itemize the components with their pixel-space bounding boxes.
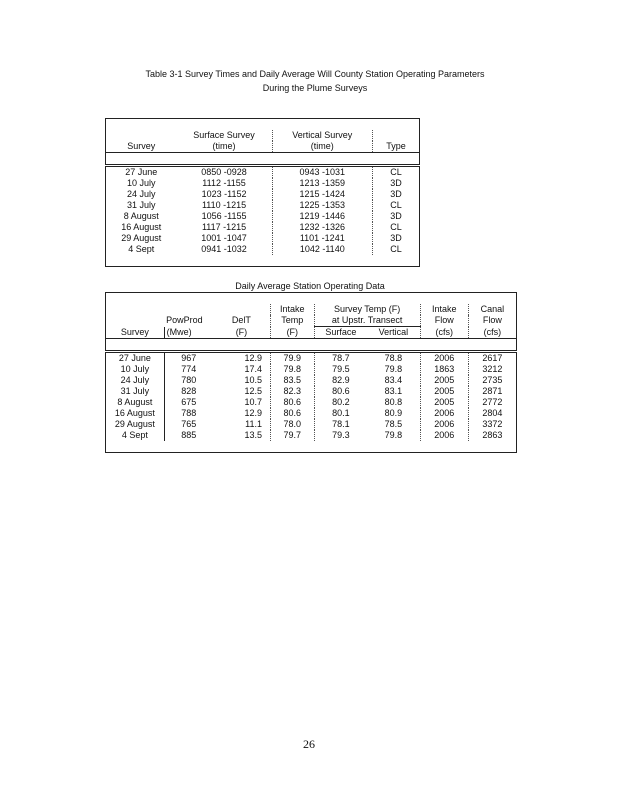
cell-delt: 10.7	[213, 397, 271, 408]
cell-type: CL	[390, 244, 402, 254]
cell-intake-temp: 80.6	[271, 397, 315, 408]
cell-vertical-time: 1232 -1326	[272, 222, 372, 233]
cell-powprod: 828	[181, 386, 197, 396]
cell-survey: 27 June	[106, 352, 165, 365]
table-row	[106, 233, 420, 244]
cell-survey: 24 July	[126, 189, 156, 199]
header-surface: Surface	[314, 327, 367, 339]
cell-vertical-temp: 83.1	[384, 386, 403, 396]
cell-surface-temp: 80.1	[332, 408, 350, 418]
cell-survey: 29 August	[106, 419, 165, 430]
cell-intake-flow: 2005	[420, 375, 468, 386]
cell-canal-flow: 2735	[482, 375, 503, 385]
cell-intake-flow: 2005	[420, 397, 468, 408]
cell-surface-temp: 79.5	[332, 364, 350, 374]
table-row	[106, 189, 420, 200]
cell-canal-flow: 2863	[482, 430, 503, 440]
cell-intake-temp: 79.9	[271, 352, 315, 365]
cell-surface-time: 1001 -1047	[177, 233, 273, 244]
cell-canal-flow: 2772	[482, 397, 503, 407]
cell-delt: 17.4	[213, 364, 271, 375]
header-canal-unit: (cfs)	[468, 327, 516, 339]
cell-survey: 16 August	[106, 408, 165, 419]
survey-times-body	[106, 166, 420, 256]
cell-canal-flow: 3212	[482, 364, 503, 374]
cell-vertical-temp: 83.4	[384, 375, 403, 385]
cell-powprod: 967	[181, 353, 197, 363]
table-row	[106, 200, 420, 211]
cell-vertical-temp: 80.9	[384, 408, 403, 418]
cell-vertical-temp: 79.8	[384, 364, 403, 374]
cell-intake-temp: 80.6	[271, 408, 315, 419]
header-intake-2: Temp	[271, 315, 315, 327]
header-survey: Survey	[106, 327, 165, 339]
cell-type: 3D	[390, 211, 402, 221]
cell-vertical-time: 1213 -1359	[272, 178, 372, 189]
cell-intake-flow: 2006	[420, 352, 468, 365]
cell-surface-time: 0850 -0928	[177, 166, 273, 179]
header-powprod-unit: (Mwe)	[164, 327, 213, 339]
header-surface-survey: Surface Survey	[177, 130, 273, 141]
cell-survey: 4 Sept	[128, 244, 155, 254]
header-survey: Survey	[106, 141, 177, 153]
cell-powprod: 774	[181, 364, 197, 374]
header-delt-unit: (F)	[213, 327, 271, 339]
cell-intake-temp: 79.7	[271, 430, 315, 441]
cell-survey: 27 June	[125, 167, 158, 177]
cell-survey: 8 August	[123, 211, 159, 221]
header-survey-temp-1: Survey Temp (F)	[333, 304, 401, 314]
cell-vertical-time: 1225 -1353	[272, 200, 372, 211]
cell-survey: 31 July	[126, 200, 156, 210]
cell-surface-temp: 78.7	[332, 353, 350, 363]
table-row	[106, 222, 420, 233]
cell-vertical-time: 1215 -1424	[272, 189, 372, 200]
cell-vertical-time: 0943 -1031	[272, 166, 372, 179]
header-flow-2: Flow	[420, 315, 468, 327]
table-row	[106, 211, 420, 222]
cell-canal-flow: 2617	[482, 353, 503, 363]
cell-canal-flow: 2871	[482, 386, 503, 396]
header-intake-unit: (F)	[271, 327, 315, 339]
cell-canal-flow: 2804	[482, 408, 503, 418]
table-row	[106, 386, 517, 397]
cell-surface-temp: 80.2	[332, 397, 350, 407]
cell-delt: 12.9	[213, 352, 271, 365]
cell-surface-temp: 80.6	[332, 386, 350, 396]
table-row	[106, 166, 420, 179]
cell-type: 3D	[390, 178, 402, 188]
cell-intake-flow: 2006	[420, 419, 468, 430]
cell-intake-temp: 78.0	[271, 419, 315, 430]
cell-intake-temp: 83.5	[271, 375, 315, 386]
cell-delt: 12.9	[213, 408, 271, 419]
header-vertical: Vertical	[367, 327, 420, 339]
cell-surface-time: 1023 -1152	[177, 189, 273, 200]
cell-survey: 24 July	[106, 375, 165, 386]
cell-delt: 13.5	[213, 430, 271, 441]
table-row	[106, 364, 517, 375]
cell-surface-temp: 82.9	[332, 375, 350, 385]
cell-surface-time: 0941 -1032	[177, 244, 273, 255]
page-number: 26	[303, 737, 315, 751]
cell-canal-flow: 3372	[482, 419, 503, 429]
table-row	[106, 244, 420, 255]
table2-caption: Daily Average Station Operating Data	[235, 281, 385, 291]
cell-surface-temp: 79.3	[332, 430, 350, 440]
cell-powprod: 780	[181, 375, 197, 385]
cell-surface-time: 1056 -1155	[177, 211, 273, 222]
cell-powprod: 788	[181, 408, 197, 418]
table-row	[106, 408, 517, 419]
header-vertical-survey: Vertical Survey	[272, 130, 372, 141]
table-row	[106, 397, 517, 408]
cell-survey: 29 August	[121, 233, 162, 243]
table-row	[106, 375, 517, 386]
header-survey-temp-2: at Upstr. Transect	[314, 315, 420, 327]
header-intake-1: Intake	[271, 304, 315, 315]
survey-times-table	[105, 118, 420, 267]
cell-survey: 31 July	[106, 386, 165, 397]
cell-type: 3D	[390, 189, 402, 199]
cell-surface-time: 1112 -1155	[177, 178, 273, 189]
cell-vertical-temp: 78.8	[384, 353, 403, 363]
cell-vertical-time: 1219 -1446	[272, 211, 372, 222]
header-delt: DelT	[213, 315, 271, 327]
header-canal-1: Canal	[480, 304, 505, 314]
cell-powprod: 885	[181, 430, 197, 440]
header-flow-unit: (cfs)	[420, 327, 468, 339]
table-caption-line1: Table 3-1 Survey Times and Daily Average Will County Station Operating Parameters	[145, 69, 485, 79]
cell-vertical-time: 1101 -1241	[272, 233, 372, 244]
cell-survey: 8 August	[106, 397, 165, 408]
cell-intake-flow: 2005	[420, 386, 468, 397]
cell-surface-time: 1110 -1215	[177, 200, 273, 211]
header-surface-time: (time)	[177, 141, 273, 153]
cell-survey: 10 July	[106, 364, 165, 375]
cell-delt: 11.1	[213, 419, 271, 430]
cell-vertical-temp: 78.5	[384, 419, 403, 429]
cell-surface-temp: 78.1	[332, 419, 350, 429]
cell-delt: 12.5	[213, 386, 271, 397]
cell-surface-time: 1117 -1215	[177, 222, 273, 233]
cell-survey: 10 July	[126, 178, 156, 188]
header-vertical-time: (time)	[272, 141, 372, 153]
header-flow-1: Intake	[420, 304, 468, 315]
cell-powprod: 765	[181, 419, 197, 429]
table-row	[106, 419, 517, 430]
cell-type: CL	[390, 167, 402, 177]
header-canal-2: Flow	[482, 315, 502, 326]
cell-vertical-temp: 80.8	[384, 397, 403, 407]
cell-type: 3D	[390, 233, 402, 243]
cell-vertical-temp: 79.8	[384, 430, 403, 440]
cell-intake-temp: 79.8	[271, 364, 315, 375]
header-type: Type	[372, 141, 419, 153]
cell-intake-temp: 82.3	[271, 386, 315, 397]
cell-survey: 4 Sept	[106, 430, 165, 441]
operating-data-table	[105, 292, 517, 453]
header-powprod: PowProd	[166, 315, 203, 326]
table-row	[106, 352, 517, 365]
cell-delt: 10.5	[213, 375, 271, 386]
cell-type: CL	[390, 200, 402, 210]
table-caption-line2: During the Plume Surveys	[262, 83, 368, 93]
cell-intake-flow: 1863	[420, 364, 468, 375]
table-row	[106, 178, 420, 189]
cell-type: CL	[390, 222, 402, 232]
cell-survey: 16 August	[121, 222, 162, 232]
operating-data-body	[106, 352, 517, 442]
cell-intake-flow: 2006	[420, 430, 468, 441]
cell-vertical-time: 1042 -1140	[272, 244, 372, 255]
cell-powprod: 675	[181, 397, 197, 407]
cell-intake-flow: 2006	[420, 408, 468, 419]
table-row	[106, 430, 517, 441]
